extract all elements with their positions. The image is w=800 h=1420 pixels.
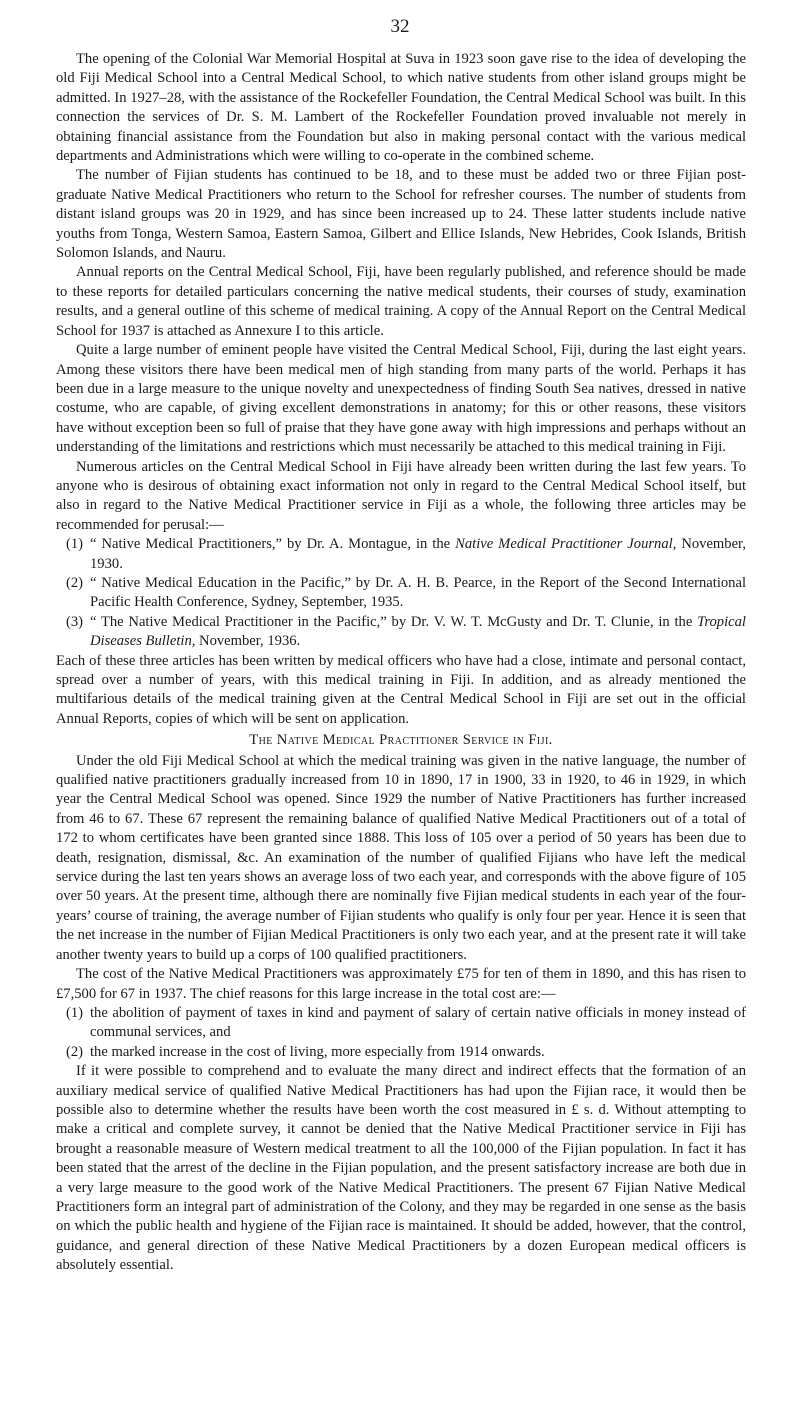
list-number: (2) bbox=[66, 1043, 84, 1060]
list-number: (2) bbox=[66, 574, 84, 591]
reason-text: the marked increase in the cost of living, more especially from 1914 onwards. bbox=[90, 1043, 545, 1060]
list-number: (1) bbox=[66, 536, 84, 553]
page-number: 32 bbox=[390, 16, 410, 37]
list-item bbox=[56, 574, 746, 613]
paragraph: Numerous articles on the Central Medical School in Fiji have already been written during the last few years. To anyone who is desirous of obtaining exact information not only in regard to the Central Medical School itself, but also in regard to the Native Medical Practitioner service in Fiji as a whole, the following three articles may be recommended for perusal:— bbox=[56, 458, 746, 533]
paragraph: Annual reports on the Central Medical School, Fiji, have been regularly published, and reference should be made to these reports for detailed particulars concerning the native medical students, their courses of study, examination results, and a general outline of this scheme of medical training. A copy of the Annual Report on the Central Medical School for 1937 is attached as Annexure I to this article. bbox=[56, 264, 746, 339]
paragraph: Under the old Fiji Medical School at which the medical training was given in the native language, the number of qualified native practitioners gradually increased from 10 in 1890, 17 in 1900, 33 in 1920, to 46 in 1929, in which year the Central Medical School was opened. Since 1929 the number of Native Practitioners has further increased from 46 to 67. These 67 represent the remaining balance of qualified Native Medical Practitioners out of a total of 172 to whom certificates have been granted since 1888. This loss of 105 over a period of 50 years has been due to death, resignation, dismissal, &c. An examination of the number of qualified Fijians who have left the medical service during the last ten years shows an average loss of two each year, and corresponds with the above figure of 105 over 50 years. At the present time, although there are nominally five Fijian medical students in each year of the four-years’ course of training, the average number of Fijian students who qualify is only four per year. Hence it is seen that the net increase in the number of Fijian Medical Practitioners is only two each year, and at the present rate it will take another twenty years to build up a corps of 100 qualified practitioners. bbox=[56, 752, 746, 963]
journal-title: Tropical Diseases Bulletin, bbox=[90, 613, 746, 650]
article-text: “ Native Medical Practitioners,” by Dr. A. Montague, in the bbox=[90, 536, 456, 553]
articles-list bbox=[56, 535, 746, 651]
list-item bbox=[56, 613, 746, 652]
paragraph: Quite a large number of eminent people have visited the Central Medical School, Fiji, during the last eight years. Among these visitors there have been medical men of high standing from many parts of the world. Perhaps it has been due in a large measure to the unique novelty and unexpectedness of finding South Sea natives, dressed in native costume, who are capable, of giving excellent demonstrations in anatomy; for this or other reasons, these visitors have without exception been so full of praise that they have gone away with high impressions and perhaps without an understanding of the limitations and restrictions which must necessarily be attached to this medical training in Fiji. bbox=[56, 342, 746, 456]
article-text: “ Native Medical Education in the Pacific,” by Dr. A. H. B. Pearce, in the Report of the Second International Pacific Health Conference, Sydney, September, 1935. bbox=[90, 574, 746, 611]
list-item bbox=[56, 1043, 746, 1062]
reasons-list bbox=[56, 1004, 746, 1062]
paragraph: Each of these three articles has been written by medical officers who have had a close, intimate and personal contact, spread over a number of years, with this medical training in Fiji. In addition, and as already mentioned the multifarious details of the medical training given at the Central Medical School in Fiji are set out in the official Annual Reports, copies of which will be sent on application. bbox=[56, 652, 746, 727]
paragraph: The cost of the Native Medical Practitioners was approximately £75 for ten of them in 1890, and this has risen to £7,500 for 67 in 1937. The chief reasons for this large increase in the total cost are:— bbox=[56, 966, 746, 1002]
section-heading: The Native Medical Practitioner Service in Fiji. bbox=[249, 732, 553, 749]
list-item bbox=[56, 1004, 746, 1043]
article-date: November, 1936. bbox=[195, 633, 301, 650]
document-body bbox=[56, 50, 746, 1276]
journal-title: Native Medical Practitioner Journal, bbox=[455, 536, 677, 553]
list-number: (3) bbox=[66, 613, 84, 630]
paragraph: The number of Fijian students has continued to be 18, and to these must be added two or three Fijian post-graduate Native Medical Practitioners who return to the School for refresher courses. The number of students from distant island groups was 20 in 1929, and has since been increased up to 24. These latter students include native youths from Tonga, Western Samoa, Eastern Samoa, Gilbert and Ellice Islands, New Hebrides, Cook Islands, British Solomon Islands, and Nauru. bbox=[56, 167, 746, 262]
paragraph: The opening of the Colonial War Memorial Hospital at Suva in 1923 soon gave rise to the idea of developing the old Fiji Medical School into a Central Medical School, to which native students from other island groups might be admitted. In 1927–28, with the assistance of the Rockefeller Foundation, the Central Medical School was built. In this connection the services of Dr. S. M. Lambert of the Rockefeller Foundation proved invaluable not merely in obtaining financial assistance from the Foundation but also in making personal contact with the various medical departments and Administrations which were willing to co-operate in the combined scheme. bbox=[56, 51, 746, 165]
list-number: (1) bbox=[66, 1004, 84, 1021]
article-text: “ The Native Medical Practitioner in the Pacific,” by Dr. V. W. T. McGusty and Dr. T. Clunie, in the bbox=[90, 613, 698, 630]
paragraph: If it were possible to comprehend and to evaluate the many direct and indirect effects that the formation of an auxiliary medical service of qualified Native Medical Practitioners has had upon the Fijian race, it would then be possible also to determine whether the results have been worth the cost measured in £ s. d. Without attempting to make a critical and complete survey, it cannot be denied that the Native Medical Practitioner service in Fiji has brought a reasonable measure of Western medical treatment to all the 100,000 of the Fijian population. In fact it has been stated that the arrest of the decline in the Fijian population, and the present satisfactory increase are both due in a very large measure to the good work of the Native Medical Practitioners. The present 67 Fijian Native Medical Practitioners form an integral part of administration of the Colony, and they may be regarded in one sense as the basis on which the public health and hygiene of the Fijian race is maintained. It should be added, however, that the control, guidance, and general direction of these Native Medical Practitioners by a dozen European medical officers is absolutely essential. bbox=[56, 1063, 746, 1274]
list-item bbox=[56, 535, 746, 574]
reason-text: the abolition of payment of taxes in kind and payment of salary of certain native officials in money instead of communal services, and bbox=[90, 1004, 746, 1041]
article-date: November, 1930. bbox=[90, 536, 746, 572]
